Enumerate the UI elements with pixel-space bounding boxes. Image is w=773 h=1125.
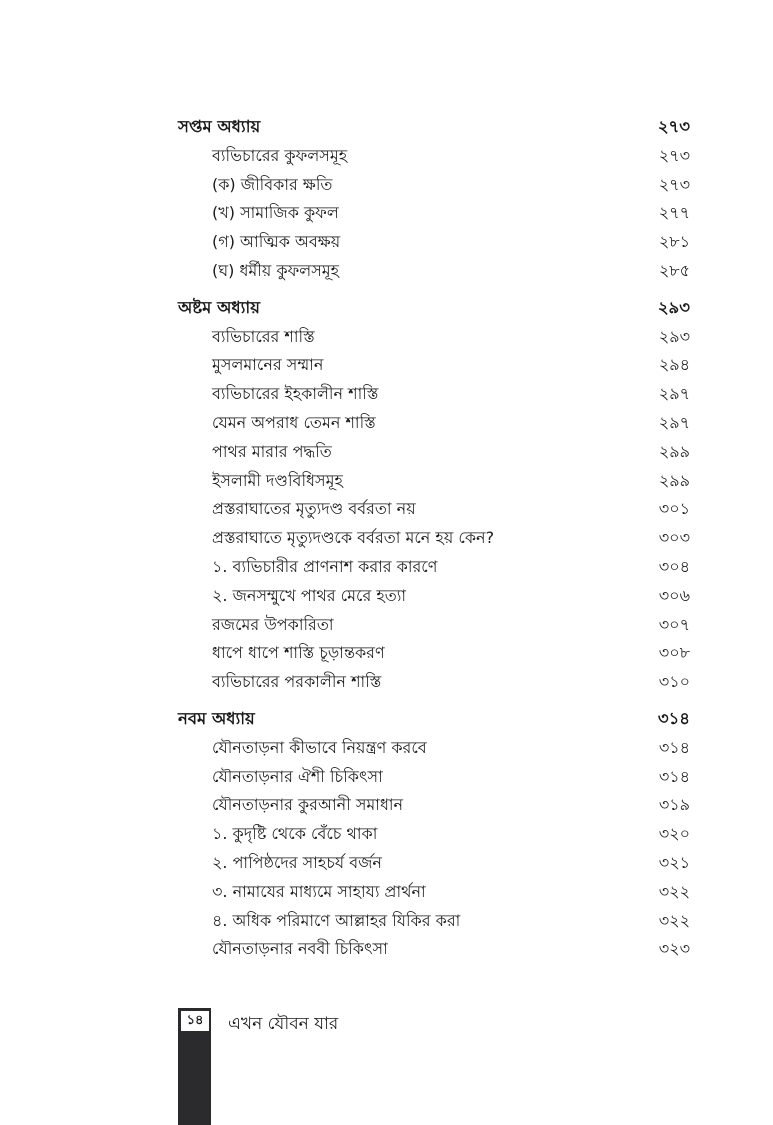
toc-entry [178,380,690,409]
entry-title: (গ) আত্মিক অবক্ষয় [212,232,341,252]
entry-title: ব্যভিচারের শাস্তি [212,326,315,346]
entry-page-number: ২৮৫ [658,260,690,280]
toc-entry [178,351,690,380]
entry-page-number: ৩১০ [658,672,690,692]
toc-entry [178,639,690,668]
chapter-page-number: ২৭৩ [657,117,690,136]
entry-page-number: ৩০১ [658,499,690,519]
toc-entry [178,409,690,438]
toc-entry [178,907,690,936]
toc-entry [178,763,690,792]
toc-entry [178,582,690,611]
entry-title: যৌনতাড়নার নববী চিকিৎসা [212,939,388,959]
entry-title: ব্যভিচারের কুফলসমূহ [212,145,348,165]
entry-page-number: ৩০৪ [658,556,690,576]
entry-page-number: ২৯৭ [658,384,690,404]
entry-title: (ক) জীবিকার ক্ষতি [212,174,333,194]
entry-page-number: ৩০৮ [658,643,690,663]
chapter-page-number: ৩১৪ [657,708,690,728]
entry-title: ব্যভিচারের ইহকালীন শাস্তি [212,384,379,404]
entry-title: প্রস্তরাঘাতের মৃত্যুদণ্ড বর্বরতা নয় [212,499,416,519]
entry-page-number: ২৯৯ [658,470,690,490]
entry-title: (ঘ) ধর্মীয় কুফলসমূহ [212,260,340,280]
entry-title: ইসলামী দণ্ডবিধিসমূহ [212,470,343,490]
footer-page-number: ১৪ [181,1011,209,1031]
entry-title: যেমন অপরাধ তেমন শাস্তি [212,412,376,432]
chapter-row [178,113,690,142]
footer-book-title: এখন যৌবন যার [228,1014,339,1034]
toc-entry [178,734,690,763]
chapter-row [178,294,690,323]
toc-entry [178,142,690,171]
entry-title: ২. জনসম্মুখে পাথর মেরে হত্যা [212,585,407,605]
entry-page-number: ৩১৯ [658,795,690,815]
entry-page-number: ৩২২ [658,881,690,901]
entry-title: যৌনতাড়না কীভাবে নিয়ন্ত্রণ করবে [212,737,427,757]
toc-entry [178,524,690,553]
chapter-title: নবম অধ্যায় [178,708,255,728]
entry-title: ব্যভিচারের পরকালীন শাস্তি [212,672,382,692]
entry-page-number: ৩০৭ [658,614,690,634]
entry-page-number: ৩২৩ [658,939,690,959]
section-spacer [178,697,690,705]
toc-entry [178,199,690,228]
table-of-contents [178,113,690,964]
entry-title: (খ) সামাজিক কুফল [212,203,339,223]
entry-page-number: ২৭৩ [658,174,690,194]
entry-page-number: ৩০৬ [658,585,690,605]
toc-entry [178,878,690,907]
toc-entry [178,849,690,878]
toc-entry [178,257,690,286]
toc-entry [178,553,690,582]
entry-title: ১. ব্যভিচারীর প্রাণনাশ করার কারণে [212,556,438,576]
toc-entry [178,495,690,524]
chapter-title: সপ্তম অধ্যায় [178,117,261,136]
entry-page-number: ৩২১ [658,852,690,872]
chapter-page-number: ২৯৩ [657,297,690,317]
entry-title: মুসলমানের সম্মান [212,355,324,375]
chapter-row [178,705,690,734]
entry-title: রজমের উপকারিতা [212,614,334,634]
entry-page-number: ২৯৭ [658,412,690,432]
entry-page-number: ৩২০ [658,824,690,844]
entry-page-number: ২৯৪ [658,355,690,375]
entry-title: প্রস্তরাঘাতে মৃত্যুদণ্ডকে বর্বরতা মনে হয় কেন? [212,528,495,548]
entry-page-number: ৩০৩ [658,528,690,548]
entry-page-number: ২৯৩ [658,326,690,346]
toc-entry [178,935,690,964]
toc-entry [178,820,690,849]
section-spacer [178,286,690,294]
chapter-title: অষ্টম অধ্যায় [178,297,260,317]
toc-entry [178,323,690,352]
entry-page-number: ৩১৪ [658,737,690,757]
toc-entry [178,228,690,257]
entry-page-number: ৩২২ [658,910,690,930]
entry-title: ২. পাপিষ্ঠদের সাহচর্য বর্জন [212,852,382,872]
toc-entry [178,467,690,496]
entry-title: ৪. অধিক পরিমাণে আল্লাহর যিকির করা [212,910,461,930]
entry-page-number: ২৭৩ [658,145,690,165]
toc-entry [178,171,690,200]
entry-page-number: ২৮১ [658,232,690,252]
toc-entry [178,791,690,820]
entry-title: ৩. নামাযের মাধ্যমে সাহায্য প্রার্থনা [212,881,426,901]
toc-entry [178,668,690,697]
entry-title: যৌনতাড়নার কুরআনী সমাধান [212,795,404,815]
entry-title: ধাপে ধাপে শাস্তি চূড়ান্তকরণ [212,643,385,663]
toc-entry [178,438,690,467]
entry-page-number: ২৯৯ [658,441,690,461]
toc-entry [178,611,690,640]
entry-title: ১. কুদৃষ্টি থেকে বেঁচে থাকা [212,824,378,844]
entry-title: যৌনতাড়নার ঐশী চিকিৎসা [212,766,383,786]
entry-page-number: ২৭৭ [658,203,690,223]
entry-title: পাথর মারার পদ্ধতি [212,441,332,461]
entry-page-number: ৩১৪ [658,766,690,786]
